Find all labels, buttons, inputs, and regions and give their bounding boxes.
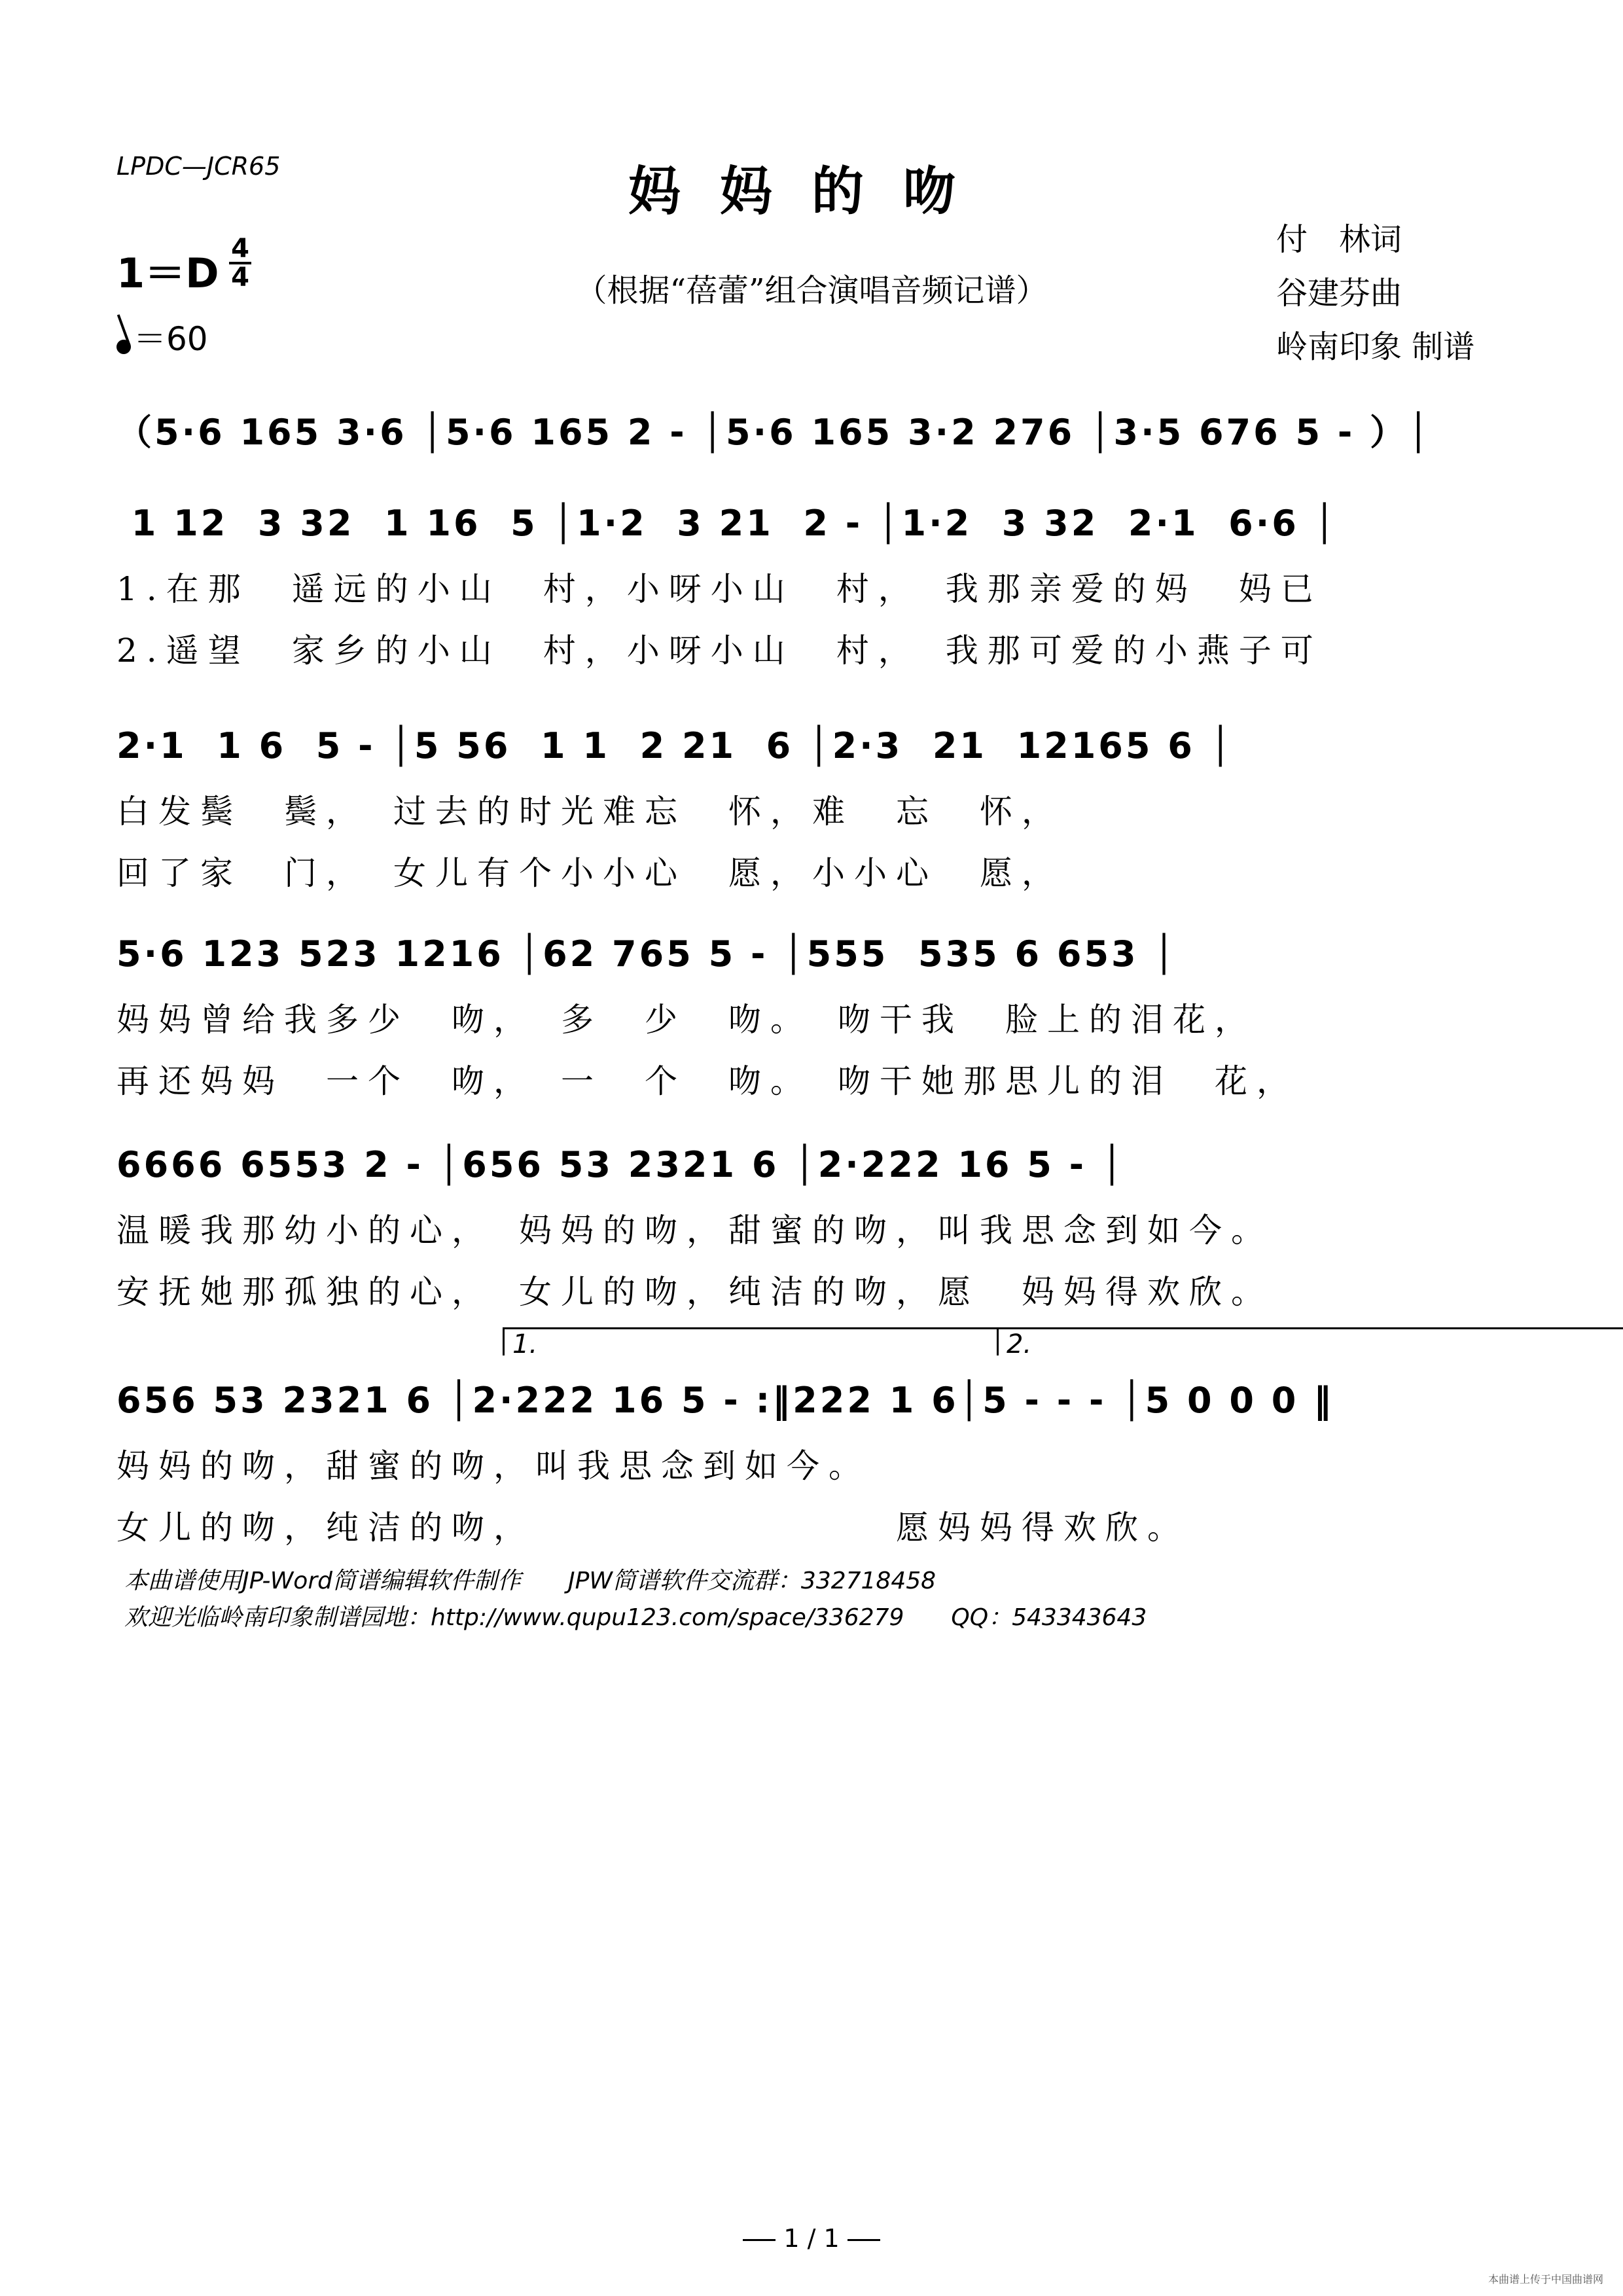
volta-second-ending: 2. — [997, 1327, 1623, 1355]
notation-line: （5·6 165 3·6 │5·6 165 2 - │5·6 165 3·2 276 │3·5 676 5 - ）│ — [116, 412, 1432, 453]
footer-line-2: 欢迎光临岭南印象制谱园地：http://www.qupu123.com/space/336279 QQ：543343643 — [124, 1604, 1147, 1631]
score-system-2 — [116, 725, 1510, 894]
lyric-verse-2: 2.遥望 家乡的小山 村，小呀小山 村， 我那可爱的小燕子可 — [116, 632, 1323, 670]
page-number-rule-left — [743, 2239, 776, 2241]
quarter-note-icon — [115, 338, 133, 356]
score-system-1 — [116, 503, 1510, 672]
subtitle: （根据“蓓蕾”组合演唱音频记谱） — [575, 272, 1048, 309]
page-number — [0, 2224, 1623, 2253]
lyric-verse-2: 女儿的吻，纯洁的吻， 愿妈妈得欢欣。 — [116, 1509, 1189, 1547]
score-code: LPDC—JCR65 — [116, 152, 281, 181]
lyric-verse-1: 白发鬓 鬓， 过去的时光难忘 怀，难 忘 怀， — [116, 793, 1063, 831]
lyric-verse-1: 妈妈曾给我多少 吻， 多 少 吻。 吻干我 脸上的泪花， — [116, 1001, 1257, 1039]
tempo-mark — [116, 313, 208, 360]
arranger: 岭南印象 制谱 — [1276, 329, 1475, 365]
composer: 谷建芬曲 — [1276, 275, 1402, 312]
notation-line: 656 53 2321 6 │2·222 16 5 - :‖222 1 6│5 - - - │5 0 0 0 ‖ — [116, 1380, 1334, 1421]
score-system-intro — [116, 404, 1510, 457]
footer-notes — [124, 1563, 1147, 1636]
volta-row — [116, 1327, 1510, 1380]
score-system-3 — [116, 933, 1510, 1102]
page-number-text: 1 / 1 — [783, 2224, 840, 2253]
credits — [1276, 213, 1474, 374]
volta-first-ending: 1. — [503, 1327, 997, 1355]
watermark: 本曲谱上传于中国曲谱网 — [1488, 2273, 1603, 2286]
page-title: 妈妈的吻 — [628, 160, 995, 222]
score-system-4 — [116, 1144, 1510, 1313]
lyric-verse-1: 1.在那 遥远的小山 村，小呀小山 村， 我那亲爱的妈 妈已 — [116, 570, 1323, 608]
tempo-value: ＝60 — [134, 320, 208, 358]
notation-line: 6666 6553 2 - │656 53 2321 6 │2·222 16 5 - │ — [116, 1144, 1126, 1185]
footer-line-1: 本曲谱使用JP-Word简谱编辑软件制作 JPW简谱软件交流群：332718458 — [124, 1568, 936, 1594]
lyric-verse-1: 温暖我那幼小的心， 妈妈的吻，甜蜜的吻，叫我思念到如今。 — [116, 1211, 1273, 1249]
time-bottom: 4 — [231, 262, 249, 293]
notation-line: 2·1 1 6 5 - │5 56 1 1 2 21 6 │2·3 21 12165 6 │ — [116, 725, 1234, 766]
notation-line: 5·6 123 523 1216 │62 765 5 - │555 535 6 653 │ — [116, 933, 1177, 975]
time-top: 4 — [231, 234, 249, 264]
lyric-verse-1: 妈妈的吻，甜蜜的吻，叫我思念到如今。 — [116, 1447, 870, 1485]
score-system-5 — [116, 1327, 1510, 1549]
lyricist: 付 林词 — [1276, 221, 1402, 258]
lyric-verse-2: 再还妈妈 一个 吻， 一 个 吻。 吻干她那思儿的泪 花， — [116, 1062, 1298, 1100]
lyric-verse-2: 安抚她那孤独的心， 女儿的吻，纯洁的吻，愿 妈妈得欢欣。 — [116, 1273, 1273, 1311]
notation-line: 1 12 3 32 1 16 5 │1·2 3 21 2 - │1·2 3 32 2·1 6·6 │ — [116, 503, 1338, 544]
key-signature: 1＝D — [116, 249, 219, 297]
lyric-verse-2: 回了家 门， 女儿有个小小心 愿，小小心 愿， — [116, 854, 1063, 892]
page-number-rule-right — [847, 2239, 880, 2241]
